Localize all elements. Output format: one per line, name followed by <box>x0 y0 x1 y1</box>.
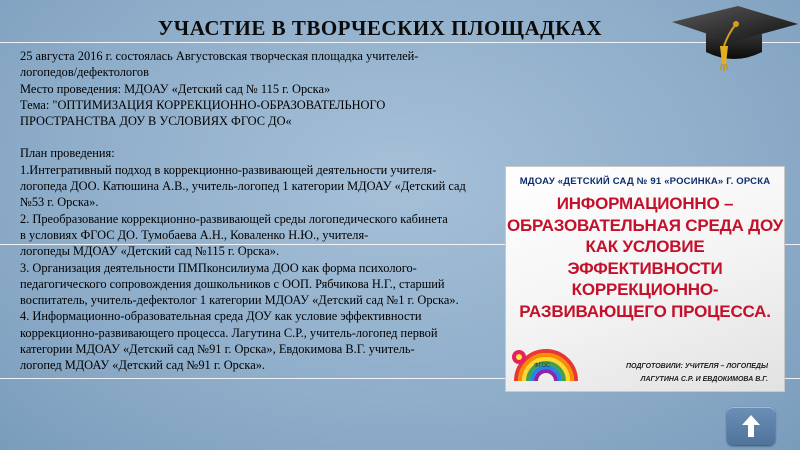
intro-paragraph: 25 августа 2016 г. состоялась Августовская творческая площадка учителей- логопедов/дефектологов <box>20 49 419 80</box>
presentation-poster-image <box>506 167 784 391</box>
plan-heading: План проведения: <box>20 146 115 161</box>
plan-item-1: 1.Интегративный подход в коррекционно-развивающей деятельности учителя- логопеда ДОО. Катюшина А.В., учитель-логопед 1 категории МДОАУ «Детский сад №53 г. Орска». <box>20 162 466 210</box>
plan-item-4: 4. Информационно-образовательная среда ДОУ как условие эффективности коррекционно-развивающего процесса. Лагутина С.Р., учитель-логопед первой категории МДОАУ «Детский сад №91 г. Орска», Евдокимова В.Г. учитель- логопед МДОАУ «Детский сад №91 г. Орска». <box>20 309 438 373</box>
rainbow-logo-icon <box>510 341 592 387</box>
return-arrow-icon <box>740 413 762 439</box>
fgos-logo-label: ФГОС <box>534 363 551 369</box>
slide-title: УЧАСТИЕ В ТВОРЧЕСКИХ ПЛОЩАДКАХ <box>157 16 603 40</box>
poster-footer-authors: ЛАГУТИНА С.Р. И ЕВДОКИМОВА В.Г. <box>640 376 768 383</box>
slide-body <box>20 48 506 374</box>
topic-paragraph: Тема: "ОПТИМИЗАЦИЯ КОРРЕКЦИОННО-ОБРАЗОВАТЕЛЬНОГО ПРОСТРАНСТВА ДОУ В УСЛОВИЯХ ФГОС ДО« <box>20 97 386 129</box>
poster-footer-prepared: ПОДГОТОВИЛИ: УЧИТЕЛЯ – ЛОГОПЕДЫ <box>625 363 768 370</box>
poster-header: МДОАУ «ДЕТСКИЙ САД № 91 «РОСИНКА» Г. ОРСКА <box>519 176 771 187</box>
return-button[interactable] <box>727 407 775 445</box>
plan-item-2: 2. Преобразование коррекционно-развивающей среды логопедического кабинета в условиях ФГОС ДО. Тумобаева А.Н., Коваленко Н.Ю., учителя- логопеды МДОАУ «Детский сад №115 г. Орска». <box>20 211 448 259</box>
venue-paragraph: Место проведения: МДОАУ «Детский сад № 115 г. Орска» <box>20 81 331 96</box>
poster-title: ИНФОРМАЦИОННО – ОБРАЗОВАТЕЛЬНАЯ СРЕДА ДОУ КАК УСЛОВИЕ ЭФФЕКТИВНОСТИ КОРРЕКЦИОННО- РАЗВИВАЮЩЕГО ПРОЦЕССА. <box>507 194 783 321</box>
graduation-cap-icon <box>668 0 800 72</box>
plan-item-3: 3. Организация деятельности ПМПконсилиума ДОО как форма психолого- педагогического сопровождения дошкольников с ООП. Рябчикова Н.Г., старший воспитатель, учитель-дефектолог 1 категории МДОАУ «Детский сад №1 г. Орска». <box>20 260 459 308</box>
